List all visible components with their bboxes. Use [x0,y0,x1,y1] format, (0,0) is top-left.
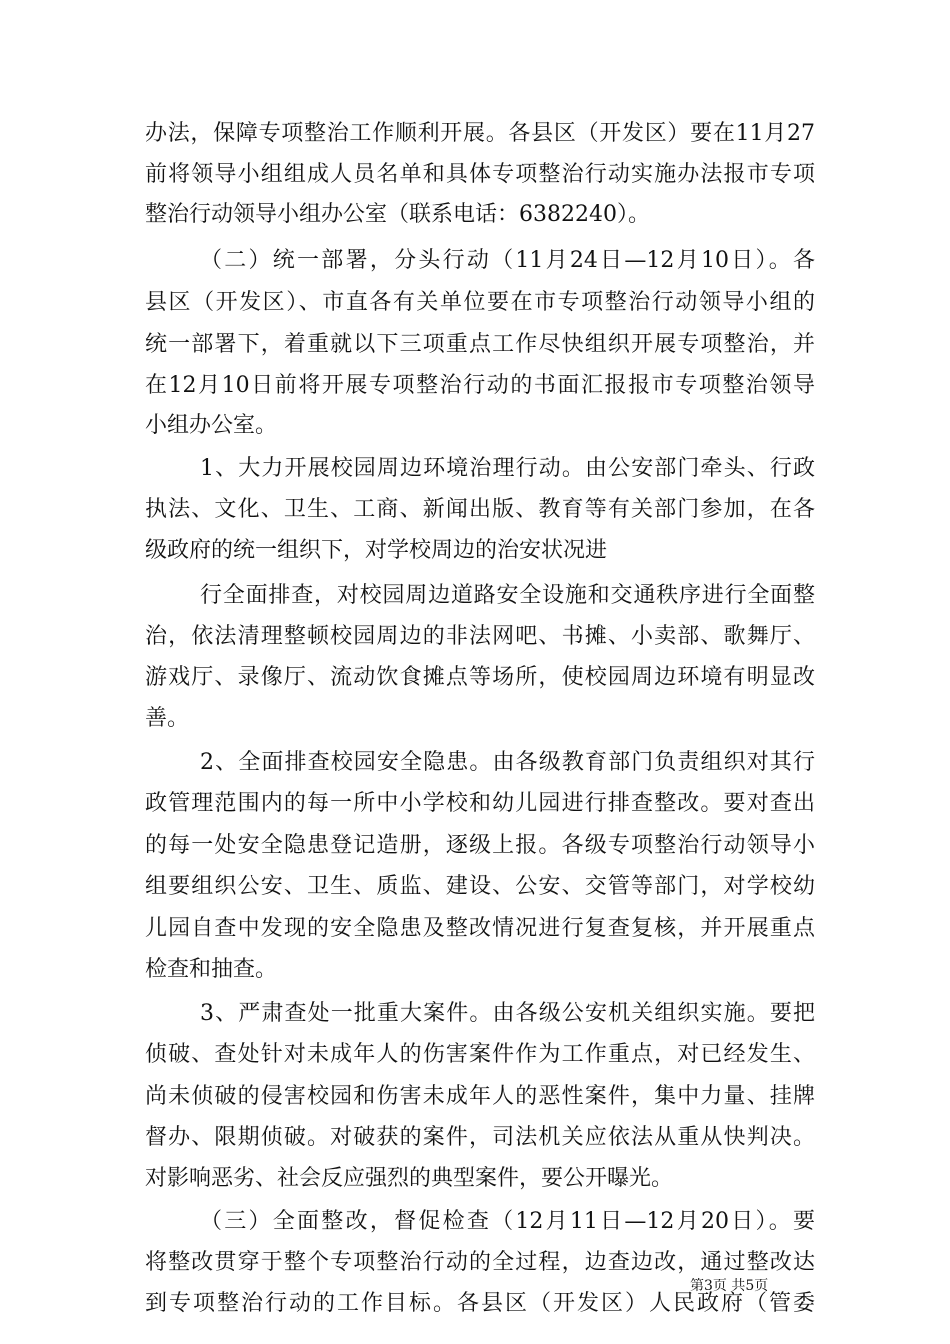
text-line: 在12月10日前将开展专项整治行动的书面汇报报市专项整治领导 [145,373,815,398]
text-line: 整治行动领导小组办公室（联系电话：6382240）。 [145,202,650,227]
text-line: 到专项整治行动的工作目标。各县区（开发区）人民政府（管委 [145,1291,815,1316]
paragraph-start: （三）全面整改，督促检查（12月11日—12月20日）。要 [200,1209,815,1234]
text-line: 侦破、查处针对未成年人的伤害案件作为工作重点，对已经发生、 [145,1042,815,1067]
text-line: 级政府的统一组织下，对学校周边的治安状况进 [145,538,608,563]
text-line: 尚未侦破的侵害校园和伤害未成年人的恶性案件，集中力量、挂牌 [145,1084,815,1109]
paragraph-start: 行全面排查，对校园周边道路安全设施和交通秩序进行全面整 [200,583,815,608]
text-line: 的每一处安全隐患登记造册，逐级上报。各级专项整治行动领导小 [145,833,815,858]
paragraph-start: 1、大力开展校园周边环境治理行动。由公安部门牵头、行政 [200,456,815,481]
text-line: 游戏厅、录像厅、流动饮食摊点等场所，使校园周边环境有明显改 [145,665,815,690]
paragraph-start: 3、严肃查处一批重大案件。由各级公安机关组织实施。要把 [200,1001,815,1026]
text-line: 治，依法清理整顿校园周边的非法网吧、书摊、小卖部、歌舞厅、 [145,624,815,649]
text-line: 将整改贯穿于整个专项整治行动的全过程，边查边改，通过整改达 [145,1250,815,1275]
paragraph-start: 2、全面排查校园安全隐患。由各级教育部门负责组织对其行 [200,750,815,775]
text-line: 统一部署下，着重就以下三项重点工作尽快组织开展专项整治，并 [145,332,815,357]
text-line: 组要组织公安、卫生、质监、建设、公安、交管等部门，对学校幼 [145,874,815,899]
text-line: 督办、限期侦破。对破获的案件，司法机关应依法从重从快判决。 [145,1125,815,1150]
paragraph-start: （二）统一部署，分头行动（11月24日—12月10日）。各 [200,248,815,273]
page-number: 第3页 共5页 [690,1278,769,1294]
text-line: 政管理范围内的每一所中小学校和幼儿园进行排查整改。要对查出 [145,791,815,816]
text-line: 善。 [145,706,190,731]
text-line: 办法，保障专项整治工作顺利开展。各县区（开发区）要在11月27 [145,121,815,146]
text-line: 小组办公室。 [145,413,278,438]
text-line: 执法、文化、卫生、工商、新闻出版、教育等有关部门参加，在各 [145,497,815,522]
text-line: 检查和抽查。 [145,957,278,982]
text-line: 儿园自查中发现的安全隐患及整改情况进行复查复核，并开展重点 [145,916,815,941]
text-line: 县区（开发区）、市直各有关单位要在市专项整治行动领导小组的 [145,290,815,315]
text-line: 对影响恶劣、社会反应强烈的典型案件，要公开曝光。 [145,1166,674,1191]
text-line: 前将领导小组组成人员名单和具体专项整治行动实施办法报市专项 [145,162,815,187]
